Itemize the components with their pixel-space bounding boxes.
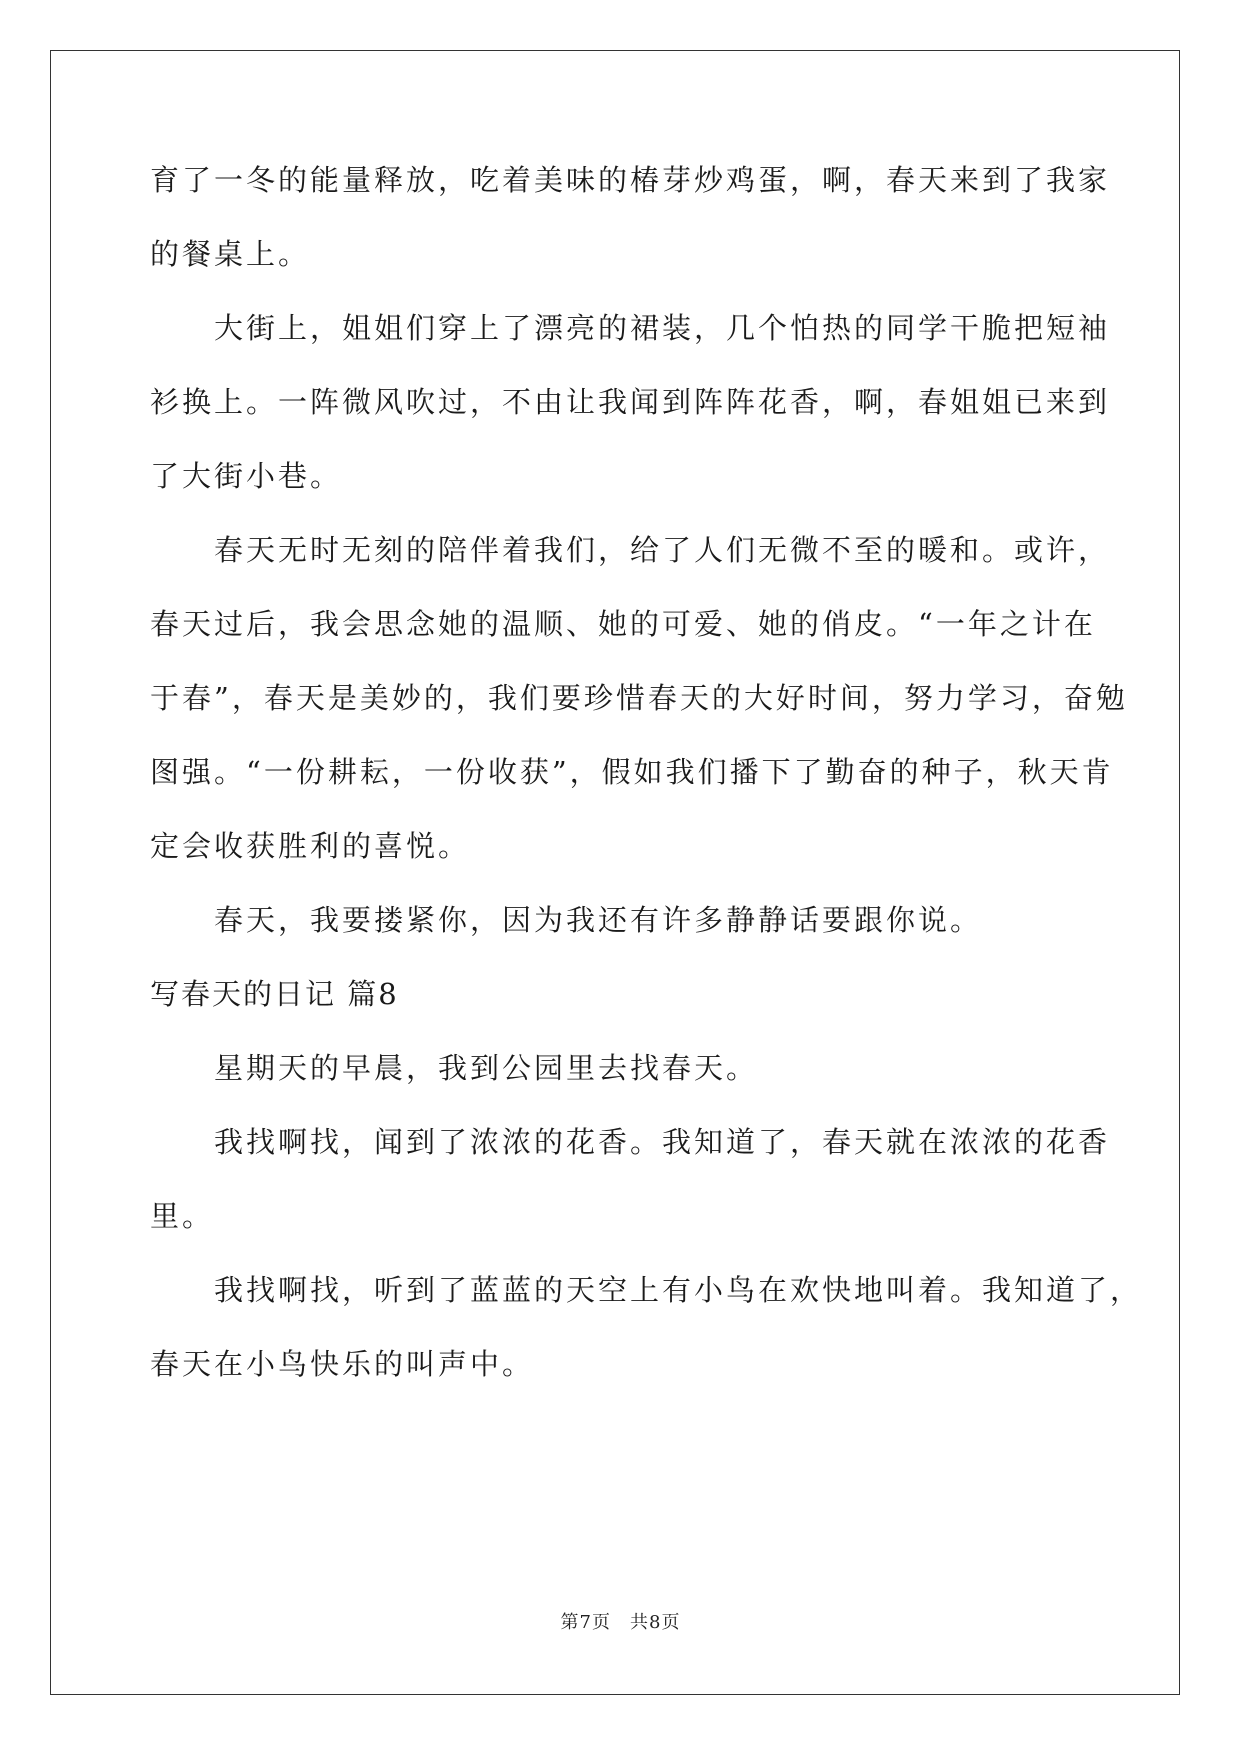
- text-line: 了大街小巷。: [150, 459, 343, 493]
- text-line: 的餐桌上。: [150, 237, 311, 271]
- text-line: 我找啊找，闻到了浓浓的花香。我知道了，春天就在浓浓的花香: [214, 1125, 1111, 1159]
- text-line: 定会收获胜利的喜悦。: [150, 829, 471, 863]
- text-line: 图强。“一份耕耘，一份收获”，假如我们播下了勤奋的种子，秋天肯: [150, 755, 1114, 789]
- text-line: 春天在小鸟快乐的叫声中。: [150, 1347, 535, 1381]
- text-line: 衫换上。一阵微风吹过，不由让我闻到阵阵花香，啊，春姐姐已来到: [150, 385, 1111, 419]
- document-body: [150, 160, 1143, 1418]
- text-line: 星期天的早晨，我到公园里去找春天。: [214, 1051, 759, 1085]
- text-line: 我找啊找，听到了蓝蓝的天空上有小鸟在欢快地叫着。我知道了，: [214, 1273, 1143, 1307]
- text-line: 大街上，姐姐们穿上了漂亮的裙装，几个怕热的同学干脆把短袖: [214, 311, 1111, 345]
- text-line: 春天过后，我会思念她的温顺、她的可爱、她的俏皮。“一年之计在: [150, 607, 1096, 641]
- text-line: 春天无时无刻的陪伴着我们，给了人们无微不至的暖和。或许，: [214, 533, 1111, 567]
- text-line: 育了一冬的能量释放，吃着美味的椿芽炒鸡蛋，啊，春天来到了我家: [150, 163, 1111, 197]
- section-heading: 写春天的日记 篇8: [150, 977, 399, 1011]
- text-line: 于春”，春天是美妙的，我们要珍惜春天的大好时间，努力学习，奋勉: [150, 681, 1128, 715]
- text-line: 里。: [150, 1199, 215, 1233]
- text-line: 春天，我要搂紧你，因为我还有许多静静话要跟你说。: [214, 903, 983, 937]
- page-number-footer: 第7页 共8页: [560, 1612, 681, 1633]
